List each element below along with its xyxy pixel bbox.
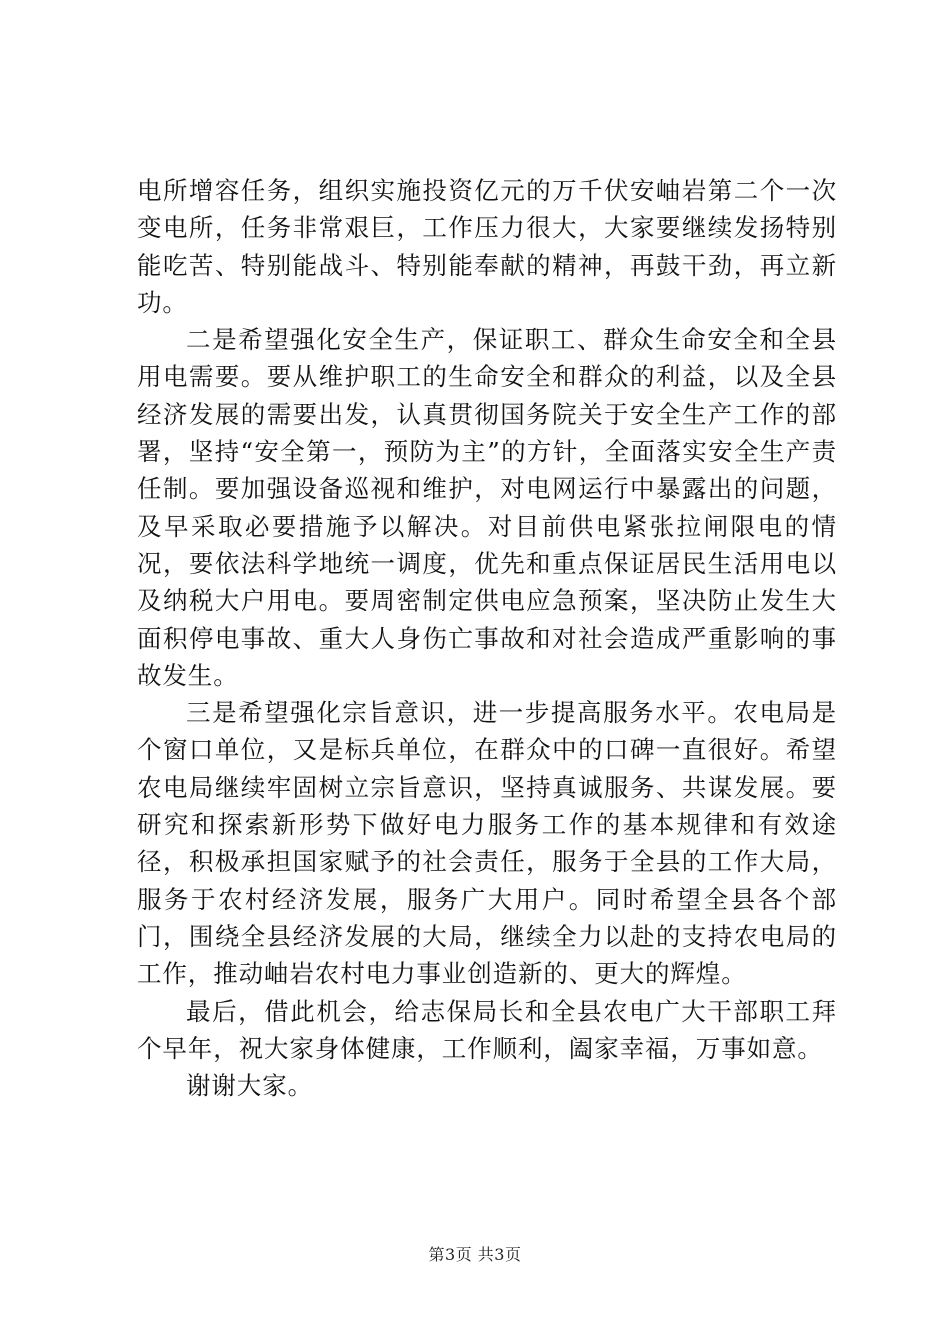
paragraph-service: 三是希望强化宗旨意识，进一步提高服务水平。农电局是个窗口单位，又是标兵单位，在群众中的口碑一直很好。希望农电局继续牢固树立宗旨意识，坚持真诚服务、共谋发展。要研究和探索新形势下做好电力服务工作的基本规律和有效途径，积极承担国家赋予的社会责任，服务于全县的工作大局，服务于农村经济发展，服务广大用户。同时希望全县各个部门，围绕全县经济发展的大局，继续全力以赴的支持农电局的工作，推动岫岩农村电力事业创造新的、更大的辉煌。 [137, 698, 837, 989]
paragraph-thanks: 谢谢大家。 [186, 1071, 313, 1101]
page-number-footer: 第3页 共3页 [428, 1245, 522, 1264]
paragraph-closing: 最后，借此机会，给志保局长和全县农电广大干部职工拜个早年，祝大家身体健康，工作顺利，阖家幸福，万事如意。 [137, 996, 837, 1063]
document-body [137, 172, 837, 1104]
paragraph-safety: 二是希望强化安全生产，保证职工、群众生命安全和全县用电需要。要从维护职工的生命安全和群众的利益，以及全县经济发展的需要出发，认真贯彻国务院关于安全生产工作的部署，坚持“安全第一，预防为主”的方针，全面落实安全生产责任制。要加强设备巡视和维护，对电网运行中暴露出的问题，及早采取必要措施予以解决。对目前供电紧张拉闸限电的情况，要依法科学地统一调度，优先和重点保证居民生活用电以及纳税大户用电。要周密制定供电应急预案，坚决防止发生大面积停电事故、重大人身伤亡事故和对社会造成严重影响的事故发生。 [137, 325, 837, 690]
paragraph-continuation: 电所增容任务，组织实施投资亿元的万千伏安岫岩第二个一次变电所，任务非常艰巨，工作压力很大，大家要继续发扬特别能吃苦、特别能战斗、特别能奉献的精神，再鼓干劲，再立新功。 [137, 176, 837, 317]
